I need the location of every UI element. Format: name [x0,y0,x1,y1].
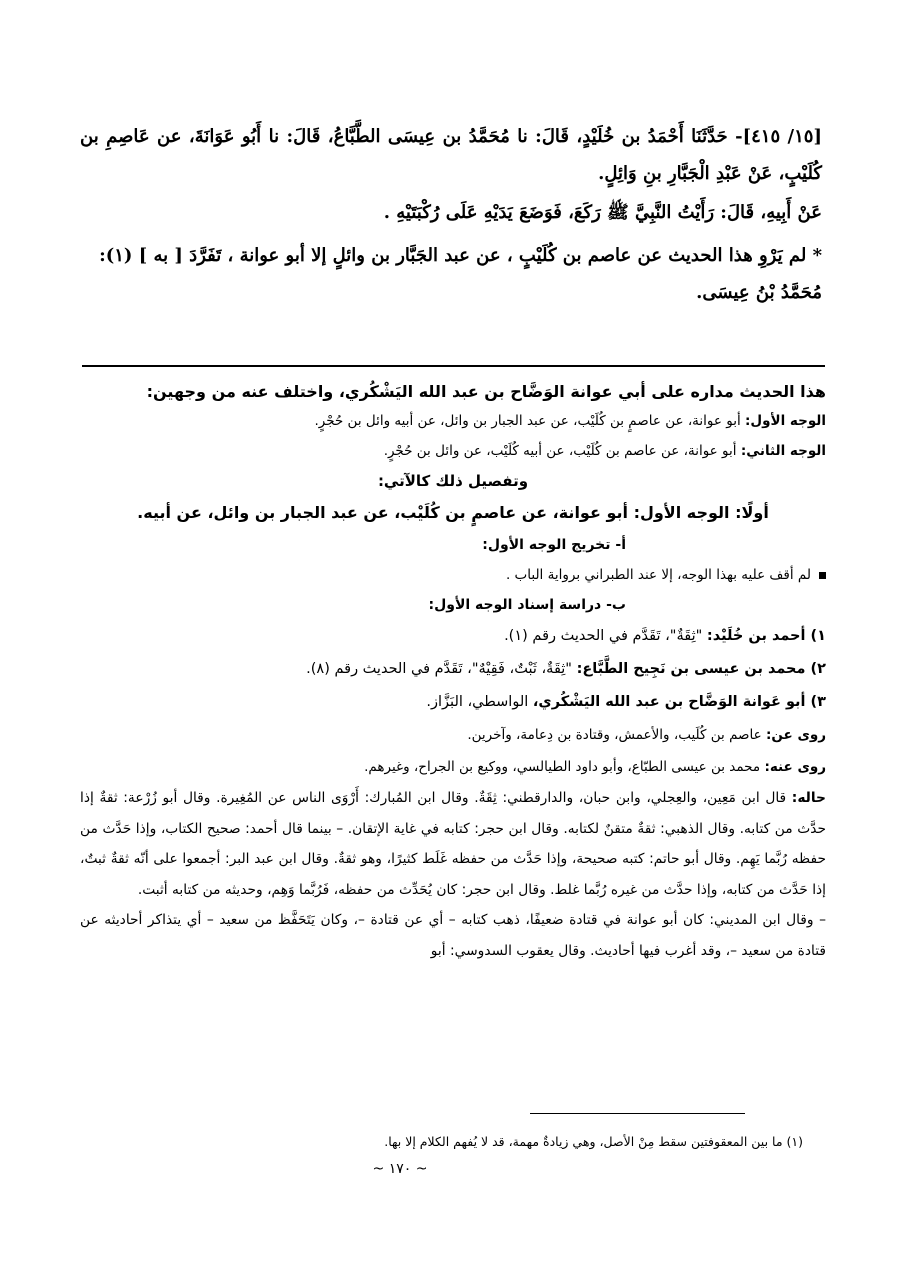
hal-label: حاله: [791,790,826,806]
hadith-tafarrud: * لم يَرْوِ هذا الحديث عن عاصم بن كُلَيْبٍ ، عن عبد الجَبَّار بن وائلٍ إلا أبو عوانة ، تَفَرَّدَ [ به ] (١): مُحَمَّدُ بْنُ عِيسَى. [99,245,822,303]
rawa-an-text: عاصم بن كُلَيب، والأعمش، وقتادة بن دِعامة، وآخرين. [467,727,762,743]
isnad-study-heading: ب- دراسة إسناد الوجه الأول: [428,597,626,613]
face-two-text: أبو عوانة، عن عاصم بن كُلَيْب، عن أبيه كُلَيْب، عن وائل بن حُجْرٍ. [383,443,737,459]
rawa-an-label: روى عن: [765,727,826,743]
takhrij-bullet [80,560,826,590]
first-face-label: أولًا: الوجه الأول: [633,503,769,522]
narrator-1-name: ١) أحمد بن خُلَيْد: [706,628,826,644]
narrator-2-text: "ثِقَةٌ، ثَبْتٌ، فَقِيْهٌ"، تَقَدَّم في الحديث رقم (٨). [306,661,572,677]
face-one-label: الوجه الأول: [745,413,826,429]
hal-paragraph-2: – وقال ابن المديني: كان أبو عوانة في قتادة ضعيفًا، ذهب كتابه – أي عن قتادة –، وكان يَتَحَفَّظ من سعيد – أي يتذاكر أحاديثه عن قتادة من سعيد –، وقد أغرب فيها أحاديث. وقال يعقوب السدوسي: أبو [80,912,826,959]
square-bullet-icon [819,572,826,579]
narrator-1-text: "ثِقَةٌ"، تَقَدَّم في الحديث رقم (١). [504,628,703,644]
hal-text: قال ابن مَعِين، والعِجلي، وابن حبان، والدارقطني: ثِقَةٌ. وقال ابن المُبارك: أَرْوَى الناس عن المُغِيرة. وقال أبو زُرْعة: ثقةٌ إذا حدَّث من كتابه. وقال الذهبي: ثقةٌ متقنٌ لكتابه. وقال ابن حجر: كتابه في غاية الإتقان. – بينما قال أحمد: صحيح الكتاب، وإذا حَدَّث من حفظه رُبَّما يَهِم. وقال أبو حاتم: كتبه صحيحة، وإذا حَدَّث من حفظه غَلَط كثيرًا، وهو ثقةٌ. وقال ابن عبد البر: أجمعوا على أنّه ثقةٌ ثبتٌ، إذا حَدَّث من كتابه، وإذا حدَّث من غيره رُبَّما غلط. وقال ابن حجر: كان يُحَدِّث من حفظه، فَرُبَّما وَهِم، وحديثه من كتابه أثبت. [80,790,826,898]
separator-rule [82,365,825,367]
first-face-heading [80,496,826,530]
rawa-an [80,719,826,751]
page-number: ~ ١٧٠ ~ [372,1161,428,1177]
narrator-2 [80,653,826,686]
rawa-anhu [80,751,826,783]
footnote-rule [530,1113,745,1114]
face-two [80,436,826,466]
hadith-isnad: [١٥/ ٤١٥]- حَدَّثَنَا أَحْمَدُ بن خُلَيْدٍ، قَالَ: نا مُحَمَّدُ بن عِيسَى الطَّبَّاعُ، قَالَ: نا أَبُو عَوَانَةَ، عن عَاصِمِ بن كُلَيْبٍ، عَنْ عَبْدِ الْجَبَّارِ بنِ وَائِلٍ. [80,126,823,184]
study-intro: هذا الحديث مداره على أبي عوانة الوَضَّاح بن عبد الله اليَشْكُري، واختلف عنه من وجهين: [146,382,826,401]
hadith-matn: عَنْ أَبِيهِ، قَالَ: رَأَيْتُ النَّبِيَّ ﷺ رَكَعَ، فَوَضَعَ يَدَيْهِ عَلَى رُكْبَتَيْهِ . [383,202,822,223]
detail-heading: وتفصيل ذلك كالآتي: [377,472,529,490]
face-one-text: أبو عوانة، عن عاصمٍ بن كُلَيْب، عن عبد الجبار بن وائل، عن أبيه وائل بن حُجْرٍ. [314,413,741,429]
hadith-study [80,377,826,966]
rawa-anhu-text: محمد بن عيسى الطبّاع، وأبو داود الطيالسي، ووكيع بن الجراح، وغيرهم. [364,759,761,775]
hal-paragraph [80,783,826,905]
narrator-2-name: ٢) محمد بن عيسى بن نَجِيح الطَّبَّاع: [576,661,826,677]
first-face-chain: أبو عوانة، عن عاصمٍ بن كُلَيْب، عن عبد الجبار بن وائل، عن أبيه. [137,503,628,522]
face-one [80,406,826,436]
takhrij-heading: أ- تخريج الوجه الأول: [482,537,626,553]
narrator-3-text: الواسطي، البَزَّاز. [426,694,529,710]
face-two-label: الوجه الثاني: [740,443,826,459]
narrator-1 [80,620,826,653]
takhrij-bullet-text: لم أقف عليه بهذا الوجه، إلا عند الطبراني برواية الباب . [505,567,811,583]
rawa-anhu-label: روى عنه: [764,759,826,775]
narrator-3-name: ٣) أبو عَوانة الوَضَّاح بن عبد الله اليَشْكُري، [532,694,826,710]
hadith-block [80,118,822,311]
narrator-3 [80,686,826,719]
footnote: (١) ما بين المعقوفتين سقط مِنْ الأصل، وهي زيادةٌ مهمة، قد لا يُفهم الكلام إلا بها. [384,1134,803,1149]
